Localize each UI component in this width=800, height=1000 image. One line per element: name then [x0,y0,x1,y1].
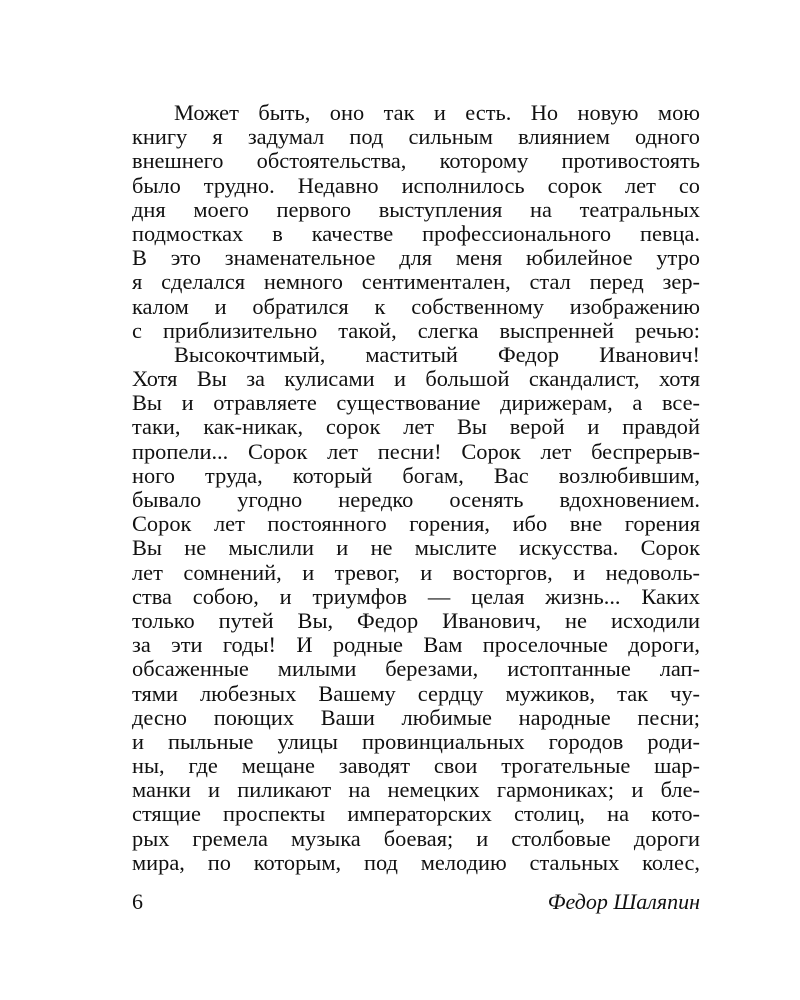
text-line: Сорок лет постоянного горения, ибо вне горения [132,512,700,537]
text-line: бывало угодно нередко осенять вдохновением. [132,488,700,512]
text-line: калом и обратился к собственному изображению [132,294,700,319]
text-line: мира, по которым, под мелодию стальных колес, [132,850,700,875]
text-line: Вы и отравляете существование дирижерам, а все- [132,391,700,416]
text-line: В это знаменательное для меня юбилейное утро [132,246,700,271]
text-line: ства собою, и триумфов — целая жизнь... Каких [132,584,700,609]
text-line: Может быть, оно так и есть. Но новую мою [174,101,700,125]
text-line: с приблизительно такой, слегка выспренней речью: [132,318,700,343]
text-line: было трудно. Недавно исполнилось сорок лет со [132,173,700,198]
book-page-text [132,101,700,875]
text-line: внешнего обстоятельства, которому противостоять [132,149,700,174]
text-line: обсаженные милыми березами, истоптанные лап- [132,657,700,682]
text-line: Высокочтимый, маститый Федор Иванович! [174,342,700,367]
page-footer [132,888,700,916]
text-line: манки и пиликают на немецких гармониках; и бле- [132,778,700,803]
text-line: дня моего первого выступления на театральных [132,197,700,222]
text-line: я сделался немного сентиментален, стал перед зер- [132,270,700,295]
text-line: подмостках в качестве профессионального певца. [132,221,700,246]
text-line: ного труда, который богам, Вас возлюбившим, [132,463,700,488]
text-line: пропели... Сорок лет песни! Сорок лет беспрерыв- [132,439,700,464]
text-line: тями любезных Вашему сердцу мужиков, так чу- [132,681,700,706]
text-line: только путей Вы, Федор Иванович, не исходили [132,608,700,633]
text-line: ны, где мещане заводят свои трогательные шар- [132,754,700,779]
text-line: десно поющих Ваши любимые народные песни; [132,705,700,730]
text-line: лет сомнений, и тревог, и восторгов, и недоволь- [132,560,700,585]
text-line: Вы не мыслили и не мыслите искусства. Сорок [132,536,700,561]
text-line: стящие проспекты императорских столиц, на кото- [132,802,700,827]
text-line: за эти годы! И родные Вам проселочные дороги, [132,633,700,658]
page-number: 6 [132,889,143,914]
text-line: Хотя Вы за кулисами и большой скандалист, хотя [132,367,700,392]
text-line: книгу я задумал под сильным влиянием одного [132,125,700,150]
text-line: таки, как-никак, сорок лет Вы верой и правдой [132,415,700,440]
text-line: и пыльные улицы провинциальных городов роди- [132,729,700,754]
running-title: Федор Шаляпин [547,889,700,914]
text-line: рых гремела музыка боевая; и столбовые дороги [132,826,700,851]
